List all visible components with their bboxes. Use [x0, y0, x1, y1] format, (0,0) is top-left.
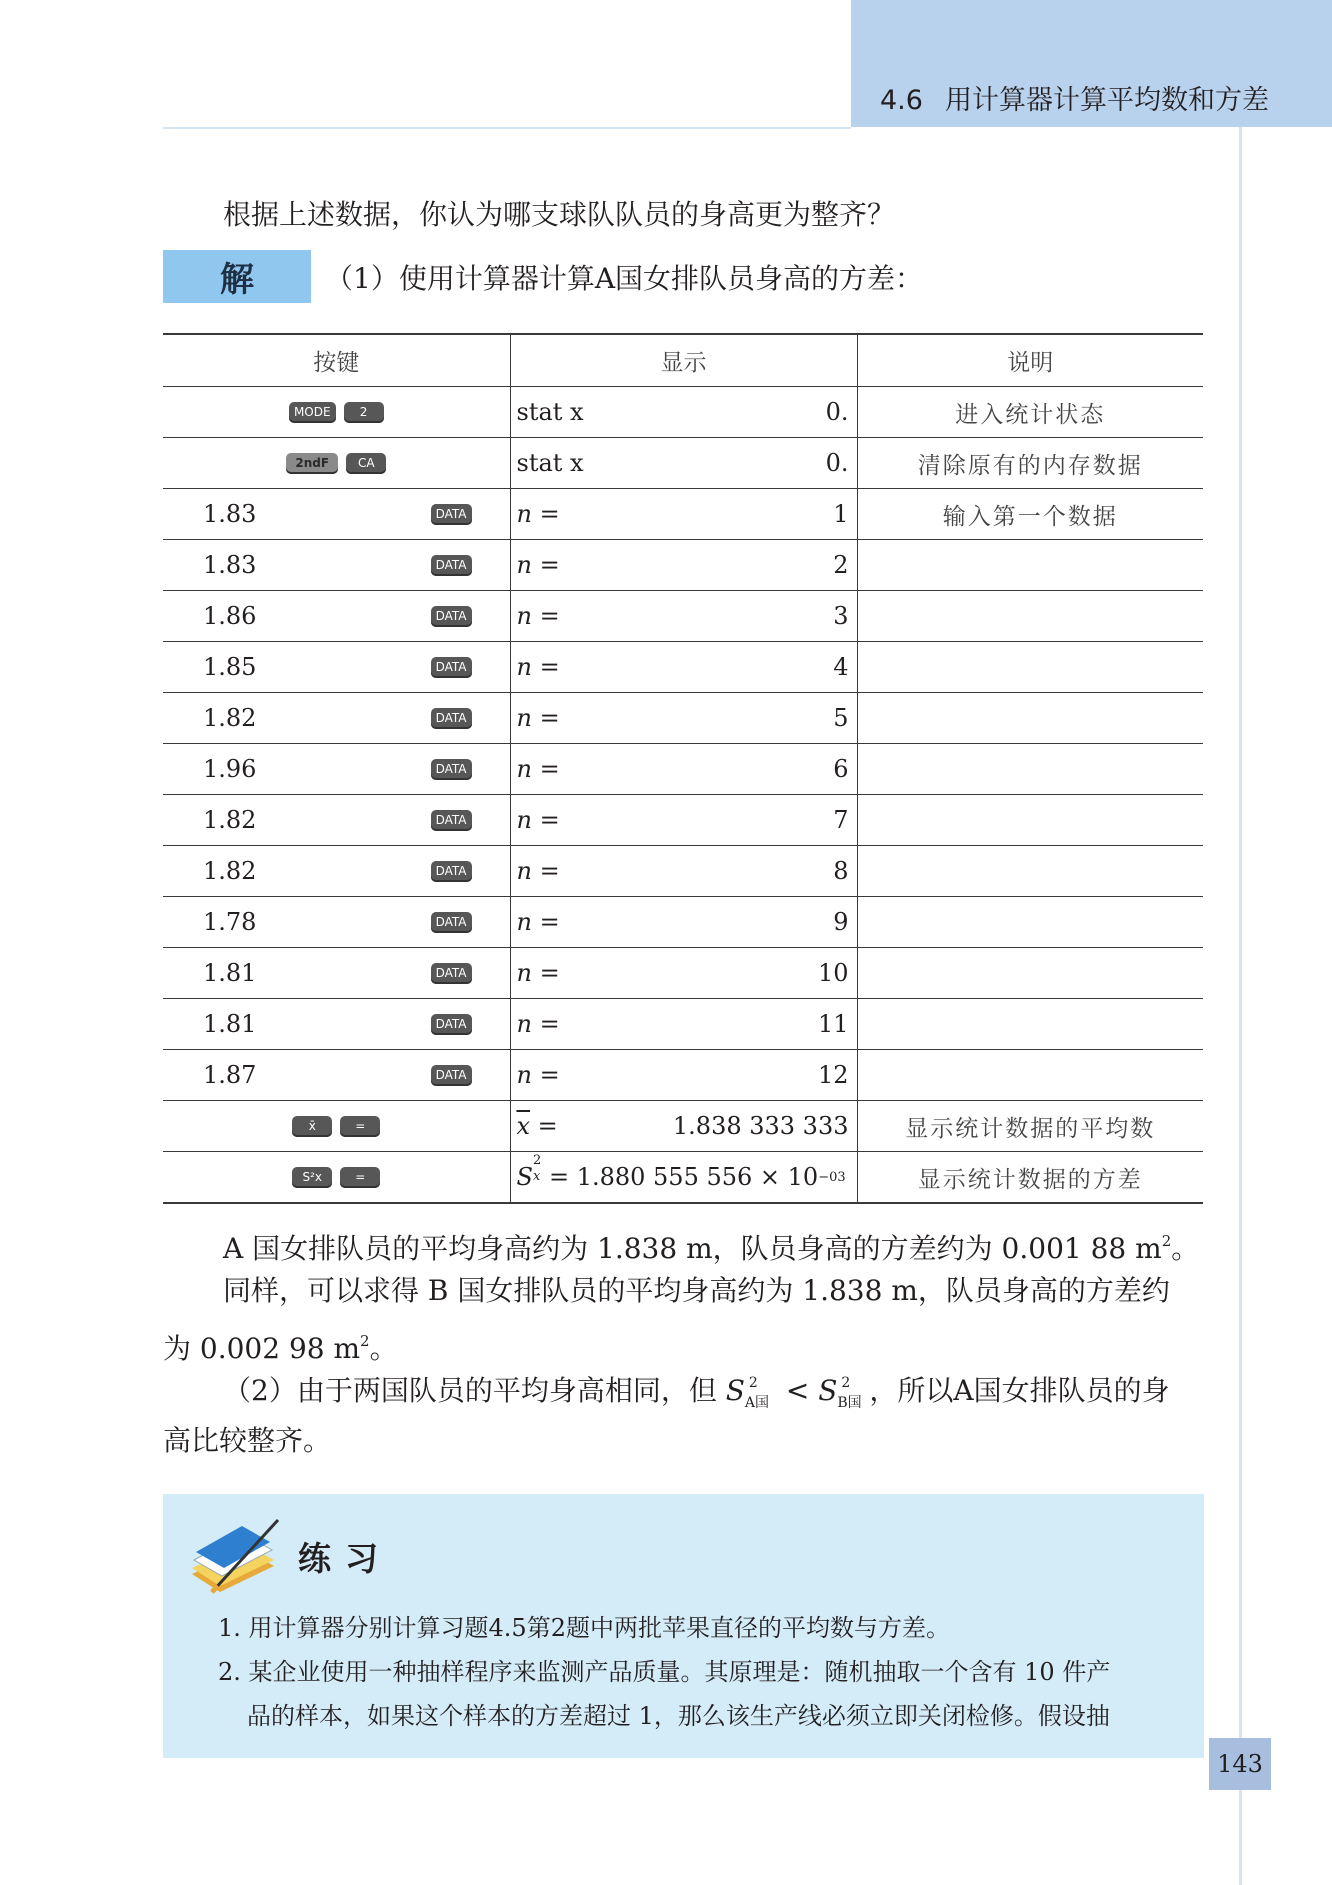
- page-number: 143: [1209, 1738, 1271, 1790]
- paragraph-end: 。: [369, 1332, 398, 1365]
- subscript-b: B国: [837, 1395, 862, 1411]
- count-label: n =: [516, 1010, 560, 1038]
- variance-symbol: S: [516, 1163, 533, 1191]
- row-description: 清除原有的内存数据: [857, 438, 1203, 489]
- data-key: DATA: [431, 1065, 472, 1086]
- paragraph-text: （2）由于两国队员的平均身高相同，但: [223, 1374, 717, 1407]
- count-label: n =: [516, 959, 560, 987]
- count-value: 3: [833, 602, 849, 630]
- table-row: [163, 897, 1203, 948]
- count-value: 5: [833, 704, 849, 732]
- paragraph-conclusion-line2: 高比较整齐。: [163, 1424, 332, 1457]
- data-key: DATA: [431, 708, 472, 729]
- row-description: [857, 693, 1203, 744]
- equals-key: =: [340, 1116, 380, 1137]
- header-description: 说明: [857, 334, 1203, 387]
- table-row: [163, 795, 1203, 846]
- paragraph-b-line1: 同样，可以求得 B 国女排队员的平均身高约为 1.838 m，队员身高的方差约: [223, 1274, 1170, 1307]
- section-title: 用计算器计算平均数和方差: [944, 85, 1269, 116]
- question-text: 根据上述数据，你认为哪支球队队员的身高更为整齐？: [223, 198, 896, 231]
- table-row-variance: S²x = S 2 x = 1.880 555 556 × 10 −03 显示统计数据的方差: [163, 1152, 1203, 1204]
- input-value: 1.83: [203, 551, 257, 579]
- subscript-a: A国: [744, 1395, 770, 1411]
- count-label: n =: [516, 500, 560, 528]
- table-row: [163, 948, 1203, 999]
- table-row-mean: [163, 1101, 1203, 1152]
- clear-all-key: CA: [346, 453, 386, 474]
- row-description: [857, 846, 1203, 897]
- data-key: DATA: [431, 861, 472, 882]
- display-left: stat x: [516, 398, 584, 426]
- variance-key: S²x: [292, 1167, 332, 1188]
- square-superscript: 2: [841, 1375, 851, 1391]
- row-description: 进入统计状态: [857, 387, 1203, 438]
- table-row: [163, 540, 1203, 591]
- input-value: 1.82: [203, 806, 257, 834]
- count-label: n =: [516, 806, 560, 834]
- table-row: [163, 489, 1203, 540]
- display-right: 0.: [825, 449, 849, 477]
- less-than-sign: <: [785, 1374, 810, 1407]
- second-function-key: 2ndF: [286, 453, 338, 474]
- count-value: 8: [833, 857, 849, 885]
- row-description: 显示统计数据的方差: [857, 1152, 1203, 1204]
- count-label: n =: [516, 908, 560, 936]
- count-label: n =: [516, 653, 560, 681]
- count-label: n =: [516, 755, 560, 783]
- row-description: [857, 642, 1203, 693]
- table-row: [163, 591, 1203, 642]
- data-key: DATA: [431, 555, 472, 576]
- section-header: [880, 78, 1269, 117]
- variance-symbol: S: [818, 1374, 838, 1407]
- count-label: n =: [516, 857, 560, 885]
- data-key: DATA: [431, 1014, 472, 1035]
- paragraph-conclusion-line1: [223, 1366, 1170, 1416]
- header-display: 显示: [510, 334, 857, 387]
- exercise-2-line2: 品的样本，如果这个样本的方差超过 1，那么该生产线必须立即关闭检修。假设抽: [247, 1702, 1110, 1730]
- exercise-1: 1. 用计算器分别计算习题4.5第2题中两批苹果直径的平均数与方差。: [218, 1614, 950, 1642]
- two-key: 2: [344, 402, 384, 423]
- row-description: [857, 999, 1203, 1050]
- input-value: 1.85: [203, 653, 257, 681]
- practice-title: 练习: [298, 1539, 392, 1578]
- paragraph-text: ，所以A国女排队员的身: [869, 1374, 1170, 1407]
- variance-value: = 1.880 555 556 × 10: [548, 1163, 819, 1191]
- table-row-mode: [163, 387, 1203, 438]
- row-description: 输入第一个数据: [857, 489, 1203, 540]
- notebook-pencil-icon: [182, 1516, 282, 1596]
- input-value: 1.96: [203, 755, 257, 783]
- count-value: 1: [833, 500, 849, 528]
- table-header-row: [163, 334, 1203, 387]
- header-rule: [163, 127, 851, 129]
- row-description: [857, 591, 1203, 642]
- data-key: DATA: [431, 912, 472, 933]
- count-value: 12: [817, 1061, 849, 1089]
- solution-intro: （1）使用计算器计算A国女排队员身高的方差：: [325, 262, 924, 295]
- table-row: [163, 642, 1203, 693]
- input-value: 1.78: [203, 908, 257, 936]
- input-value: 1.81: [203, 959, 257, 987]
- count-value: 9: [833, 908, 849, 936]
- input-value: 1.82: [203, 857, 257, 885]
- count-label: n =: [516, 1061, 560, 1089]
- data-key: DATA: [431, 810, 472, 831]
- count-label: n =: [516, 602, 560, 630]
- square-superscript: 2: [1161, 1232, 1172, 1250]
- header-keys: 按键: [163, 334, 510, 387]
- count-value: 4: [833, 653, 849, 681]
- count-value: 10: [817, 959, 849, 987]
- paragraph-text: 为 0.002 98 m: [163, 1332, 361, 1365]
- row-description: [857, 540, 1203, 591]
- equals-key: =: [340, 1167, 380, 1188]
- exercise-2-line1: 2. 某企业使用一种抽样程序来监测产品质量。其原理是：随机抽取一个含有 10 件产: [218, 1658, 1111, 1686]
- section-number: 4.6: [880, 85, 923, 116]
- square-superscript: 2: [360, 1332, 370, 1350]
- count-value: 2: [833, 551, 849, 579]
- variance-symbol: S: [725, 1374, 745, 1407]
- side-rule: [1239, 127, 1242, 1885]
- table-row: [163, 846, 1203, 897]
- table-row: [163, 1050, 1203, 1101]
- display-right: 0.: [825, 398, 849, 426]
- table-row: [163, 693, 1203, 744]
- calculator-steps-table: [163, 333, 1203, 1204]
- row-description: [857, 795, 1203, 846]
- square-superscript: 2: [532, 1153, 542, 1168]
- input-value: 1.87: [203, 1061, 257, 1089]
- data-key: DATA: [431, 606, 472, 627]
- data-key: DATA: [431, 963, 472, 984]
- row-description: [857, 1050, 1203, 1101]
- mean-label: $\overline{x}$ =: [516, 1112, 558, 1140]
- paragraph-end: 。: [1171, 1232, 1200, 1265]
- mean-value: 1.838 333 333: [672, 1112, 849, 1140]
- table-row-clear: [163, 438, 1203, 489]
- mean-key: x̄: [292, 1116, 332, 1137]
- data-key: DATA: [431, 759, 472, 780]
- count-label: n =: [516, 704, 560, 732]
- count-label: n =: [516, 551, 560, 579]
- display-left: stat x: [516, 449, 584, 477]
- input-value: 1.82: [203, 704, 257, 732]
- data-key: DATA: [431, 504, 472, 525]
- solution-badge: 解: [163, 250, 311, 303]
- table-row: [163, 744, 1203, 795]
- input-value: 1.86: [203, 602, 257, 630]
- input-value: 1.81: [203, 1010, 257, 1038]
- row-description: 显示统计数据的平均数: [857, 1101, 1203, 1152]
- data-key: DATA: [431, 657, 472, 678]
- row-description: [857, 948, 1203, 999]
- count-value: 11: [817, 1010, 849, 1038]
- table-row: [163, 999, 1203, 1050]
- mode-key: MODE: [289, 402, 336, 423]
- row-description: [857, 897, 1203, 948]
- paragraph-text: A 国女排队员的平均身高约为 1.838 m，队员身高的方差约为 0.001 88 m: [223, 1232, 1162, 1265]
- count-value: 6: [833, 755, 849, 783]
- row-description: [857, 744, 1203, 795]
- count-value: 7: [833, 806, 849, 834]
- input-value: 1.83: [203, 500, 257, 528]
- square-superscript: 2: [748, 1375, 758, 1391]
- variance-exponent: −03: [818, 1169, 846, 1185]
